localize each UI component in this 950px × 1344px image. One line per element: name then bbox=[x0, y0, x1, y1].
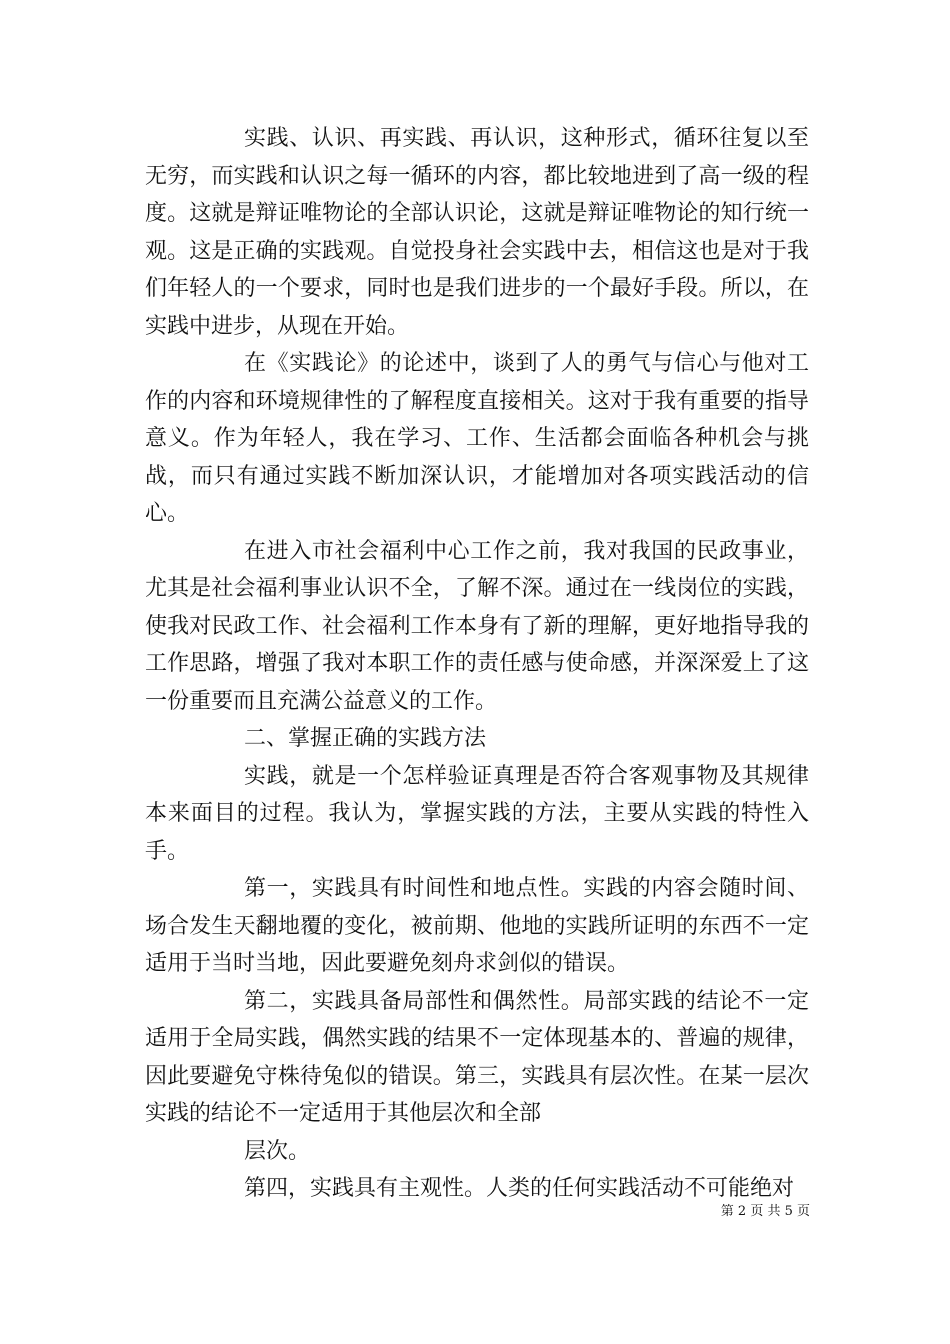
paragraph-point-four: 第四，实践具有主观性。人类的任何实践活动不可能绝对 bbox=[244, 1176, 795, 1201]
page-number-footer: 第 2 页 共 5 页 bbox=[720, 1204, 810, 1219]
paragraph-fragment: 层次。 bbox=[244, 1138, 311, 1164]
paragraph-point-one: 第一，实践具有时间性和地点性。实践的内容会随时间、场合发生天翻地覆的变化，被前期、他地的实践所证明的东西不一定适用于当时当地，因此要避免刻舟求剑似的错误。 bbox=[145, 876, 809, 976]
paragraph-point-two-three: 第二，实践具备局部性和偶然性。局部实践的结论不一定适用于全局实践，偶然实践的结果不一定体现基本的、普遍的规律，因此要避免守株待兔似的错误。第三，实践具有层次性。在某一层次实践的结论不一定适用于其他层次和全部 bbox=[145, 988, 809, 1126]
section-heading-practice-method: 二、掌握正确的实践方法 bbox=[244, 726, 487, 751]
paragraph-practice-cycle: 实践、认识、再实践、再认识，这种形式，循环往复以至无穷，而实践和认识之每一循环的内容，都比较地进到了高一级的程度。这就是辩证唯物论的全部认识论，这就是辩证唯物论的知行统一观。这是正确的实践观。自觉投身社会实践中去，相信这也是对于我们年轻人的一个要求，同时也是我们进步的一个最好手段。所以，在实践中进步，从现在开始。 bbox=[145, 126, 809, 339]
paragraph-welfare-center: 在进入市社会福利中心工作之前，我对我国的民政事业，尤其是社会福利事业认识不全，了解不深。通过在一线岗位的实践，使我对民政工作、社会福利工作本身有了新的理解，更好地指导我的工作思路，增强了我对本职工作的责任感与使命感，并深深爱上了这一份重要而且充满公益意义的工作。 bbox=[145, 538, 809, 714]
document-body bbox=[145, 120, 809, 1208]
paragraph-practice-definition: 实践，就是一个怎样验证真理是否符合客观事物及其规律本来面目的过程。我认为，掌握实践的方法，主要从实践的特性入手。 bbox=[145, 763, 809, 864]
paragraph-practice-theory: 在《实践论》的论述中，谈到了人的勇气与信心与他对工作的内容和环境规律性的了解程度直接相关。这对于我有重要的指导意义。作为年轻人，我在学习、工作、生活都会面临各种机会与挑战，而只有通过实践不断加深认识，才能增加对各项实践活动的信心。 bbox=[145, 351, 809, 526]
